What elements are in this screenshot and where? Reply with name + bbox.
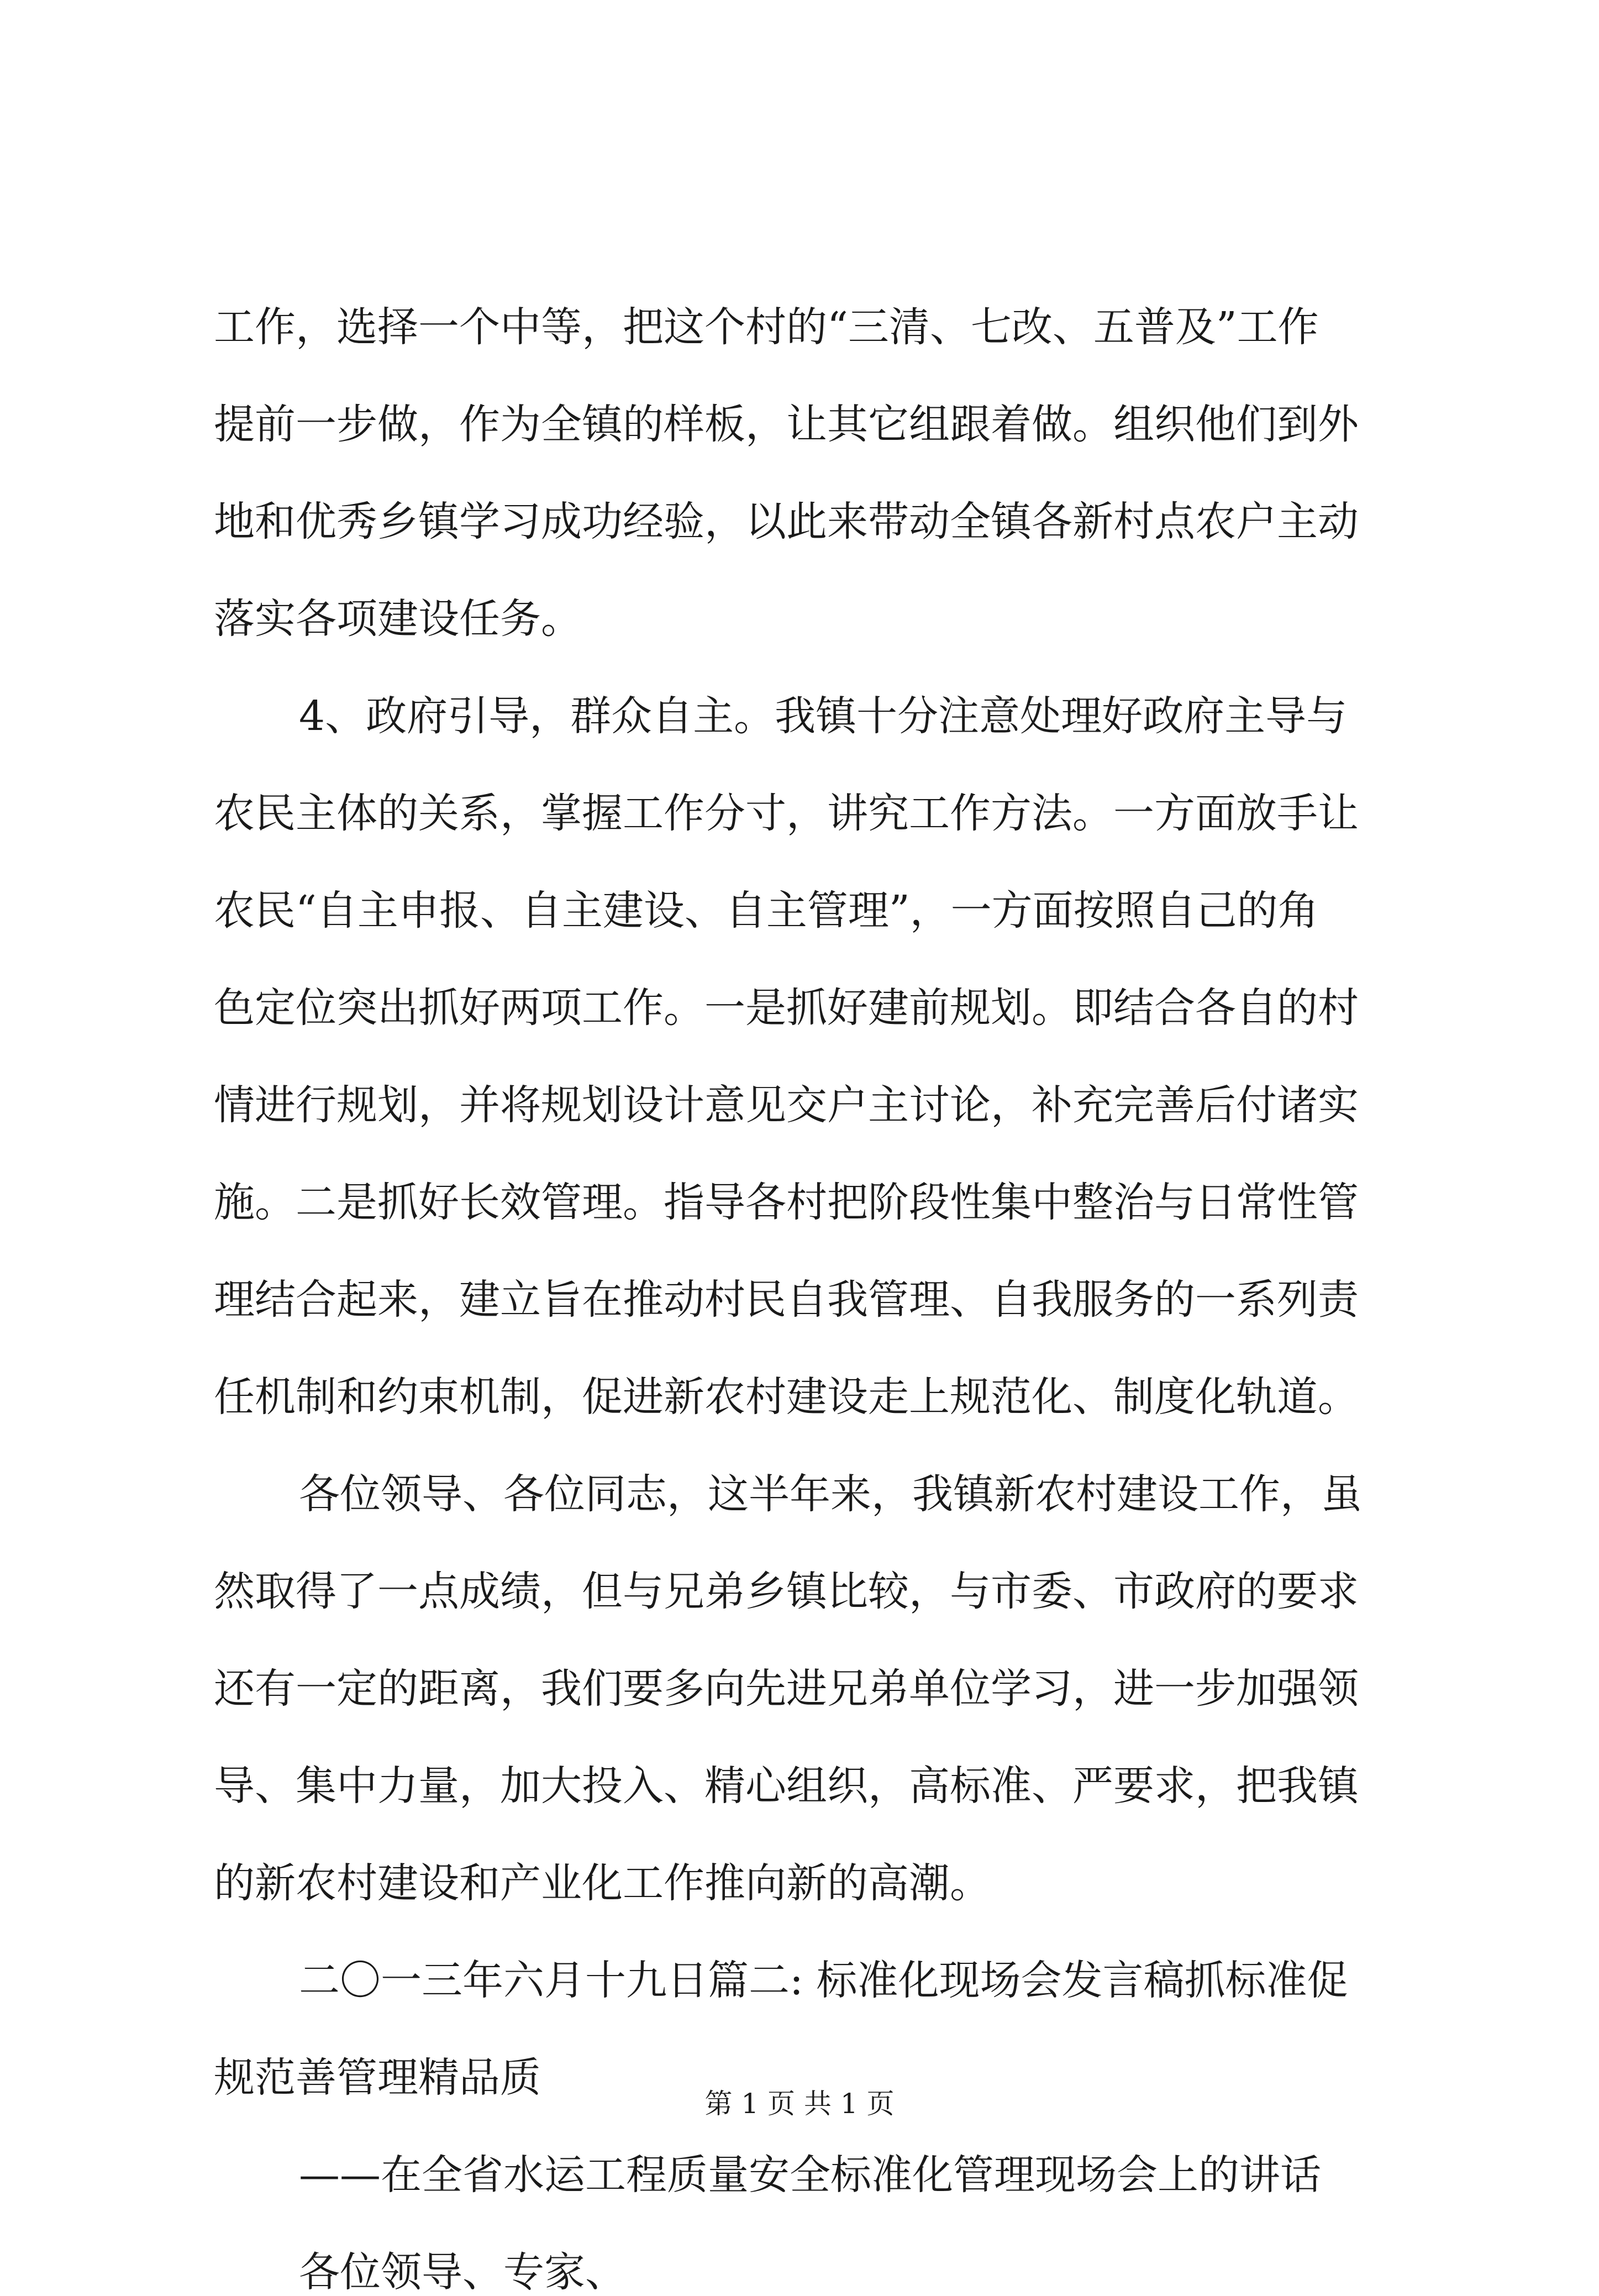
- text-line-9: 情进行规划，并将规划设计意见交户主讨论，补充完善后付诸实: [214, 1081, 1359, 1129]
- text-line-20: ——在全省水运工程质量安全标准化管理现场会上的讲话: [299, 2151, 1321, 2199]
- text-line-5: 4、政府引导，群众自主。我镇十分注意处理好政府主导与: [299, 692, 1348, 740]
- text-line-19: 规范善管理精品质: [214, 2054, 541, 2101]
- text-line-15: 还有一定的距离，我们要多向先进兄弟单位学习，进一步加强领: [214, 1665, 1359, 1712]
- text-line-11: 理结合起来，建立旨在推动村民自我管理、自我服务的一系列责: [214, 1276, 1359, 1323]
- text-line-2: 提前一步做，作为全镇的样板，让其它组跟着做。组织他们到外: [214, 401, 1359, 448]
- text-line-12: 任机制和约束机制，促进新农村建设走上规范化、制度化轨道。: [214, 1373, 1359, 1421]
- text-line-16: 导、集中力量，加大投入、精心组织，高标准、严要求，把我镇: [214, 1762, 1359, 1810]
- text-line-17: 的新农村建设和产业化工作推向新的高潮。: [214, 1859, 991, 1907]
- text-line-14: 然取得了一点成绩，但与兄弟乡镇比较，与市委、市政府的要求: [214, 1568, 1359, 1615]
- text-line-8: 色定位突出抓好两项工作。一是抓好建前规划。即结合各自的村: [214, 984, 1359, 1032]
- text-line-10: 施。二是抓好长效管理。指导各村把阶段性集中整治与日常性管: [214, 1179, 1359, 1226]
- page-footer: 第 1 页 共 1 页: [704, 2088, 895, 2120]
- text-line-13: 各位领导、各位同志，这半年来，我镇新农村建设工作，虽: [299, 1470, 1362, 1518]
- text-line-6: 农民主体的关系，掌握工作分寸，讲究工作方法。一方面放手让: [214, 790, 1359, 837]
- text-line-3: 地和优秀乡镇学习成功经验，以此来带动全镇各新村点农户主动: [214, 498, 1359, 545]
- text-line-21: 各位领导、专家、: [299, 2248, 626, 2296]
- text-line-1: 工作，选择一个中等，把这个村的“三清、七改、五普及”工作: [214, 303, 1319, 351]
- text-line-18: 二〇一三年六月十九日篇二: 标准化现场会发言稿抓标准促: [299, 1957, 1348, 2004]
- text-line-7: 农民“自主申报、自主建设、自主管理”，一方面按照自己的角: [214, 887, 1319, 934]
- text-line-4: 落实各项建设任务。: [214, 595, 582, 643]
